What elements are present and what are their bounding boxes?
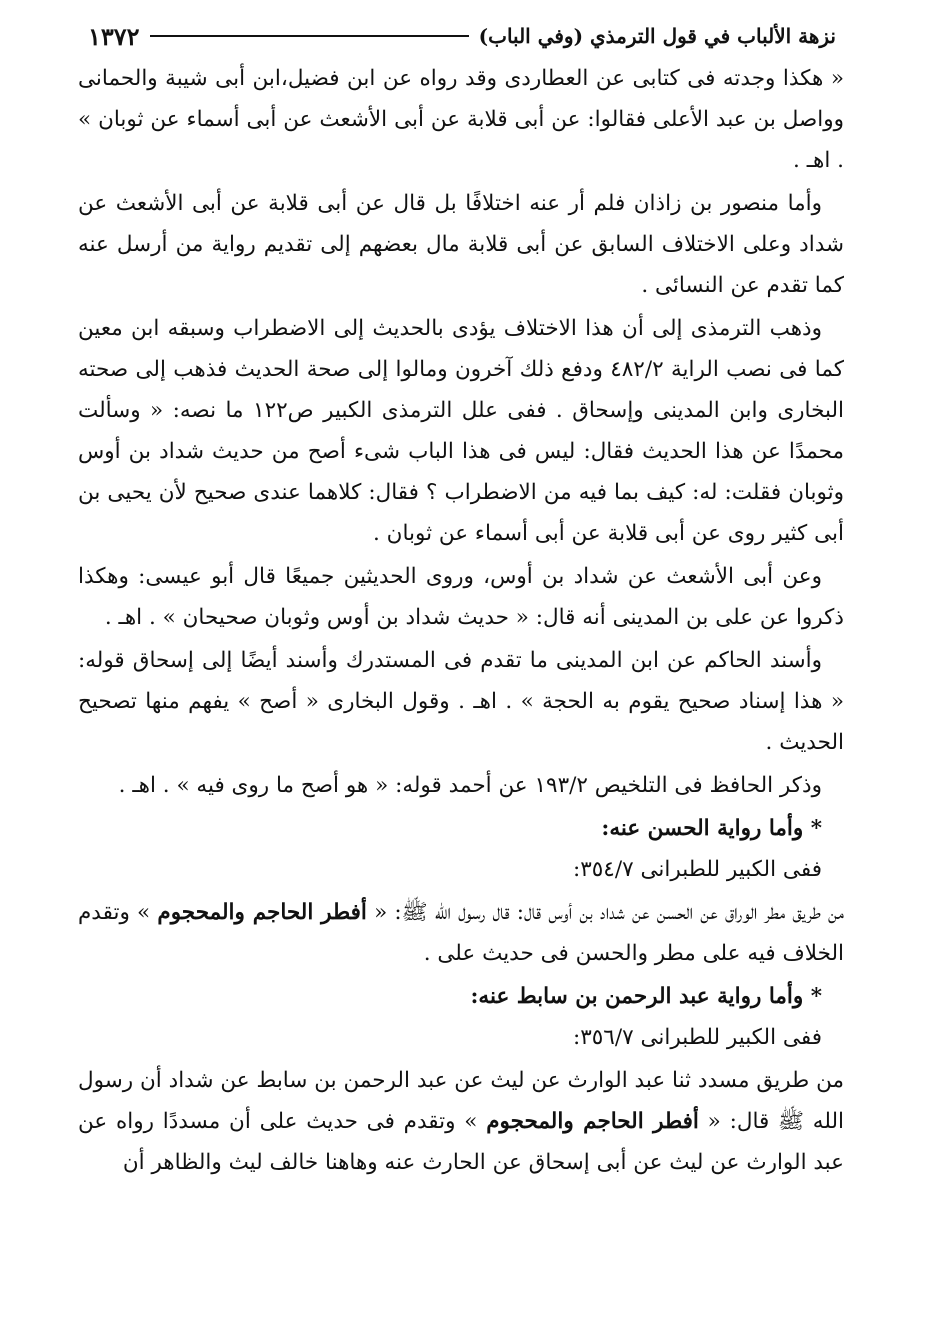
- narration-text: من طريق مطر الوراق عن الحسن عن شداد بن أوس قال: قال رسول الله ﷺ: «: [374, 900, 844, 925]
- page-header: [78, 16, 844, 56]
- section-heading-hasan: [78, 808, 844, 849]
- source-line-tabarani-356: ففى الكبير للطبرانى ٣٥٦/٧:: [572, 1025, 822, 1050]
- section-heading-sabit: [78, 976, 844, 1017]
- section-heading-text: وأما رواية الحسن عنه:: [601, 816, 804, 841]
- paragraph-ashath: وعن أبى الأشعث عن شداد بن أوس، وروى الحديثين جميعًا قال أبو عيسى: وهكذا ذكروا عن على بن المدينى أنه قال: « حديث شداد بن أوس وثوبان صحيحان » . اهـ .: [78, 564, 844, 630]
- running-title: نزهة الألباب في قول الترمذي (وفي الباب): [478, 24, 836, 48]
- narration-text: » وتقدم الخلاف فيه على مطر والحسن فى حديث على .: [78, 900, 844, 966]
- narration-text: من طريق مسدد ثنا عبد الوارث عن ليث عن عبد الرحمن بن سابط عن شداد أن رسول الله ﷺ قال: «: [78, 1068, 844, 1134]
- hadith-quote: أفطر الحاجم والمحجوم: [486, 1109, 699, 1134]
- paragraph-tirmidhi: وذهب الترمذى إلى أن هذا الاختلاف يؤدى بالحديث إلى الاضطراب وسبقه ابن معين كما فى نصب الراية ٤٨٢/٢ ودفع ذلك آخرون ومالوا إلى صحة الحديث فذهب إلى صحته البخارى وابن المدينى وإسحاق . ففى علل الترمذى الكبير ص١٢٢ ما نصه: « وسألت محمدًا عن هذا الحديث فقال: ليس فى هذا الباب شىء أصح من حديث شداد بن أوس وثوبان فقلت: له: كيف بما فيه من الاضطراب ؟ فقال: كلاهما عندى صحيح لأن يحيى بن أبى كثير روى عن أبى قلابة عن أبى أسماء عن ثوبان .: [78, 316, 845, 546]
- header-rule: [150, 35, 469, 37]
- section-heading-text: وأما رواية عبد الرحمن بن سابط عنه:: [470, 984, 804, 1009]
- body-text: [78, 58, 844, 1183]
- paragraph-matar: [78, 892, 844, 974]
- paragraph-hafiz: وذكر الحافظ فى التلخيص ١٩٣/٢ عن أحمد قوله: « هو أصح ما روى فيه » . اهـ .: [118, 773, 822, 798]
- hadith-quote: أفطر الحاجم والمحجوم: [157, 900, 367, 925]
- star-marker: *: [810, 984, 822, 1009]
- book-page: [78, 16, 844, 1326]
- narration-text: » وتقدم فى حديث على أن مسددًا رواه عن عبد الوارث عن ليث عن أبى إسحاق عن الحارث عنه وهاهنا خالف ليث والظاهر أن: [78, 1109, 844, 1175]
- page-number: ١٣٧٢: [88, 21, 140, 51]
- paragraph-musaddad: [78, 1060, 844, 1183]
- paragraph-mansour: وأما منصور بن زاذان فلم أر عنه اختلافًا بل قال عن أبى قلابة عن أبى الأشعث عن شداد وعلى الاختلاف السابق عن أبى قلابة مال بعضهم إلى تقديم رواية من أرسل عنه كما تقدم عن النسائى .: [78, 191, 844, 298]
- source-line-tabarani-354: ففى الكبير للطبرانى ٣٥٤/٧:: [572, 857, 822, 882]
- paragraph-quote-attardi: « هكذا وجدته فى كتابى عن العطاردى وقد رواه عن ابن فضيل،ابن أبى شيبة والحمانى وواصل بن عبد الأعلى فقالوا: عن أبى قلابة عن أبى الأشعث عن أبى أسماء عن ثوبان » . اهـ .: [78, 66, 844, 173]
- paragraph-hakim: وأسند الحاكم عن ابن المدينى ما تقدم فى المستدرك وأسند أيضًا إلى إسحاق قوله: « هذا إسناد صحيح يقوم به الحجة » . اهـ . وقول البخارى « أصح » يفهم منها تصحيح الحديث .: [78, 648, 844, 755]
- star-marker: *: [810, 816, 822, 841]
